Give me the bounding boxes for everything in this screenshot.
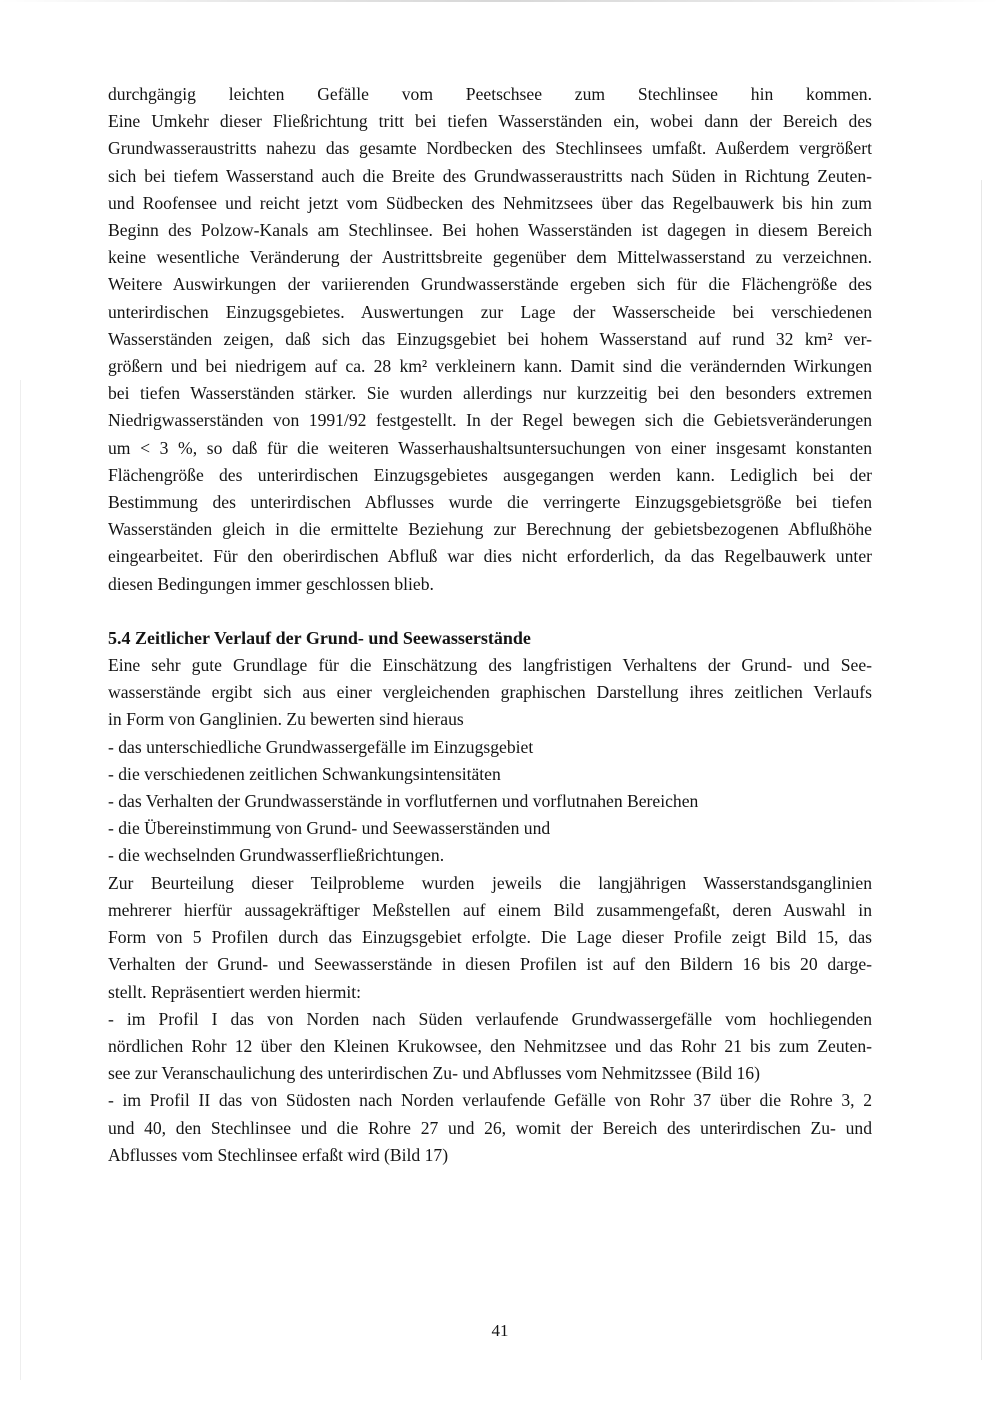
text-line: Flächengröße des unterirdischen Einzugsgebietes ausgegangen werden kann. Lediglich bei der — [108, 464, 872, 485]
text-line: wasserstände ergibt sich aus einer vergleichenden graphischen Darstellung ihres zeitlichen Verlaufs — [108, 682, 872, 703]
text-line: Wasserständen gleich in die ermittelte Beziehung zur Berechnung der gebietsbezogenen Abflußhöhe — [108, 519, 872, 540]
text-line: diesen Bedingungen immer geschlossen blieb. — [108, 573, 434, 594]
page-number: 41 — [491, 1321, 509, 1340]
paragraph-intro — [108, 652, 872, 734]
scan-edge-top — [0, 0, 1000, 2]
text-line: Verhalten der Grund- und Seewasserstände in diesen Profilen ist auf den Bildern 16 bis 20 darge- — [108, 954, 872, 975]
text-line: Eine sehr gute Grundlage für die Einschätzung des langfristigen Verhaltens der Grund- und See- — [108, 655, 872, 676]
text-line: Zur Beurteilung dieser Teilprobleme wurden jeweils die langjährigen Wasserstandsganglinien — [108, 872, 872, 893]
text-line: und Roofensee und reicht jetzt vom Südbecken des Nehmitzsees über das Regelbauwerk bis hin zum — [108, 192, 872, 213]
text-line: nördlichen Rohr 12 über den Kleinen Krukowsee, den Nehmitzsee und das Rohr 21 bis zum Zeuten- — [108, 1035, 872, 1056]
text-line: eingearbeitet. Für den oberirdischen Abfluß war dies nicht erforderlich, da das Regelbauwerk unter — [108, 546, 872, 567]
list-item: - das unterschiedliche Grundwassergefälle im Einzugsgebiet — [108, 736, 534, 757]
profile-item-2 — [108, 1087, 872, 1169]
text-line: Abflusses vom Stechlinsee erfaßt wird (Bild 17) — [108, 1144, 449, 1165]
list-item: - das Verhalten der Grundwasserstände in vorflutfernen und vorflutnahen Bereichen — [108, 791, 699, 812]
text-line: Beginn des Polzow-Kanals am Stechlinsee. Bei hohen Wasserständen ist dagegen in diesem Bereich — [108, 220, 872, 241]
text-line: sich bei tiefem Wasserstand auch die Breite des Grundwasseraustritts nach Süden in Richtung Zeuten- — [108, 165, 872, 186]
text-line: in Form von Ganglinien. Zu bewerten sind hieraus — [108, 709, 464, 730]
text-line: Grundwasseraustritts nahezu das gesamte Nordbecken des Stechlinsees umfaßt. Außerdem vergrößert — [108, 138, 872, 159]
text-line: Bestimmung des unterirdischen Abflusses wurde die verringerte Einzugsgebietsgröße bei tiefen — [108, 492, 872, 513]
text-line: Weitere Auswirkungen der variierenden Grundwasserstände ergeben sich für die Flächengröße des — [108, 274, 872, 295]
text-line: mehrerer hierfür aussagekräftiger Meßstellen auf einem Bild zusammengefaßt, deren Auswahl in — [108, 899, 872, 920]
text-line: und 40, den Stechlinsee und die Rohre 27 und 26, womit der Bereich des unterirdischen Zu- und — [108, 1117, 872, 1138]
section-heading: 5.4 Zeitlicher Verlauf der Grund- und Seewasserstände — [108, 627, 531, 648]
text-line: stellt. Repräsentiert werden hiermit: — [108, 981, 362, 1002]
text-line: bei tiefen Wasserständen stärker. Sie wurden allerdings nur kurzzeitig bei den besonders extremen — [108, 383, 872, 404]
profile-item-1 — [108, 1006, 872, 1088]
text-line: Form von 5 Profilen durch das Einzugsgebiet erfolgte. Die Lage dieser Profile zeigt Bild 15, das — [108, 927, 872, 948]
scan-edge-left — [20, 380, 21, 1380]
text-line: - im Profil I das von Norden nach Süden verlaufende Grundwassergefälle vom hochliegenden — [108, 1008, 872, 1029]
text-line: um < 3 %, so daß für die weiteren Wasserhaushaltsuntersuchungen von einer insgesamt konstanten — [108, 437, 872, 458]
paragraph-groundwater-flow — [108, 81, 872, 598]
paragraph-profiles — [108, 870, 872, 1006]
text-line: see zur Veranschaulichung des unterirdischen Zu- und Abflusses vom Nehmitzssee (Bild 16) — [108, 1063, 760, 1084]
text-line: - im Profil II das von Südosten nach Norden verlaufende Gefälle von Rohr 37 über die Rohre 3, 2 — [108, 1090, 872, 1111]
text-line: durchgängig leichten Gefälle vom Peetschsee zum Stechlinsee hin kommen. — [108, 84, 872, 104]
list-item: - die Übereinstimmung von Grund- und Seewasserständen und — [108, 818, 551, 839]
list-item: - die wechselnden Grundwasserfließrichtungen. — [108, 845, 445, 866]
document-page — [108, 81, 872, 1169]
text-line: Niedrigwasserständen von 1991/92 festgestellt. In der Regel bewegen sich die Gebietsveränderungen — [108, 410, 872, 431]
scan-edge-right — [981, 180, 982, 1360]
text-line: Wasserständen zeigen, daß sich das Einzugsgebiet bei hohem Wasserstand auf rund 32 km² ver- — [108, 328, 872, 349]
evaluation-list — [108, 734, 872, 870]
text-line: größern und bei niedrigem auf ca. 28 km² verkleinern kann. Damit sind die verändernden Wirkungen — [108, 356, 872, 377]
list-item: - die verschiedenen zeitlichen Schwankungsintensitäten — [108, 763, 501, 784]
text-line: keine wesentliche Veränderung der Austrittsbreite gegenüber dem Mittelwasserstand zu verzeichnen. — [108, 247, 872, 268]
text-line: Eine Umkehr dieser Fließrichtung tritt bei tiefen Wasserständen ein, wobei dann der Bereich des — [108, 111, 872, 132]
text-line: unterirdischen Einzugsgebietes. Auswertungen zur Lage der Wasserscheide bei verschiedenen — [108, 301, 872, 322]
